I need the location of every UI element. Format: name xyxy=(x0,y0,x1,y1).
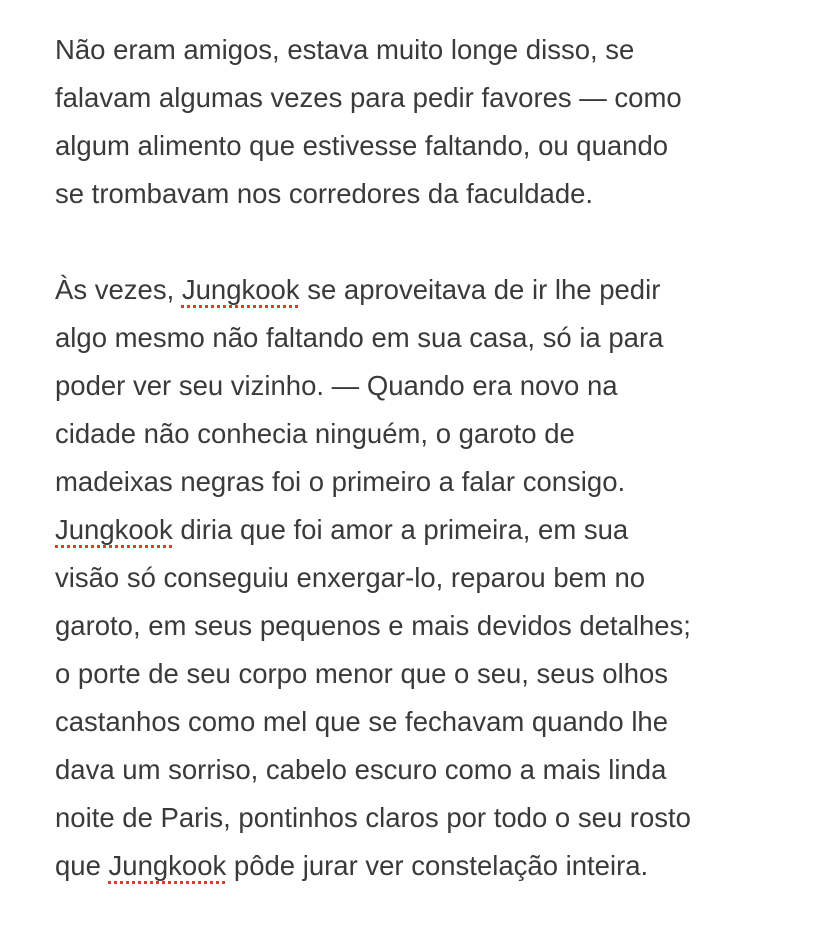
paragraph-1 xyxy=(55,26,691,218)
misspelled-word[interactable]: Jungkook xyxy=(108,850,227,881)
text-line xyxy=(55,506,691,554)
text-line: Não eram amigos, estava muito longe disso, se xyxy=(55,34,635,65)
text-line: falavam algumas vezes para pedir favores — como xyxy=(55,82,682,113)
misspelled-word[interactable]: Jungkook xyxy=(181,274,300,305)
text-line: algo mesmo não faltando em sua casa, só ia para xyxy=(55,322,664,353)
text: pôde jurar ver constelação inteira. xyxy=(226,850,649,881)
text-line: madeixas negras foi o primeiro a falar consigo. xyxy=(55,466,626,497)
text-line xyxy=(55,266,691,314)
text-line: visão só conseguiu enxergar-lo, reparou bem no xyxy=(55,562,646,593)
text-line: algum alimento que estivesse faltando, ou quando xyxy=(55,130,669,161)
text-line: poder ver seu vizinho. — Quando era novo na xyxy=(55,370,618,401)
text: Às vezes, xyxy=(55,274,182,305)
text-line: noite de Paris, pontinhos claros por todo o seu rosto xyxy=(55,802,691,833)
text-line: cidade não conhecia ninguém, o garoto de xyxy=(55,418,575,449)
misspelled-word[interactable]: Jungkook xyxy=(55,514,173,545)
paragraph-gap xyxy=(55,218,691,266)
paragraph-2 xyxy=(55,266,691,890)
text: que xyxy=(55,850,109,881)
text: diria que foi amor a primeira, em sua xyxy=(172,514,629,545)
text-line: castanhos como mel que se fechavam quando lhe xyxy=(55,706,669,737)
text-line: garoto, em seus pequenos e mais devidos detalhes; xyxy=(55,610,691,641)
text-line: o porte de seu corpo menor que o seu, seus olhos xyxy=(55,658,669,689)
text: se aproveitava de ir lhe pedir xyxy=(299,274,661,305)
text-line: dava um sorriso, cabelo escuro como a mais linda xyxy=(55,754,667,785)
document-body xyxy=(55,26,691,890)
text-line: se trombavam nos corredores da faculdade. xyxy=(55,178,594,209)
text-line xyxy=(55,842,691,890)
